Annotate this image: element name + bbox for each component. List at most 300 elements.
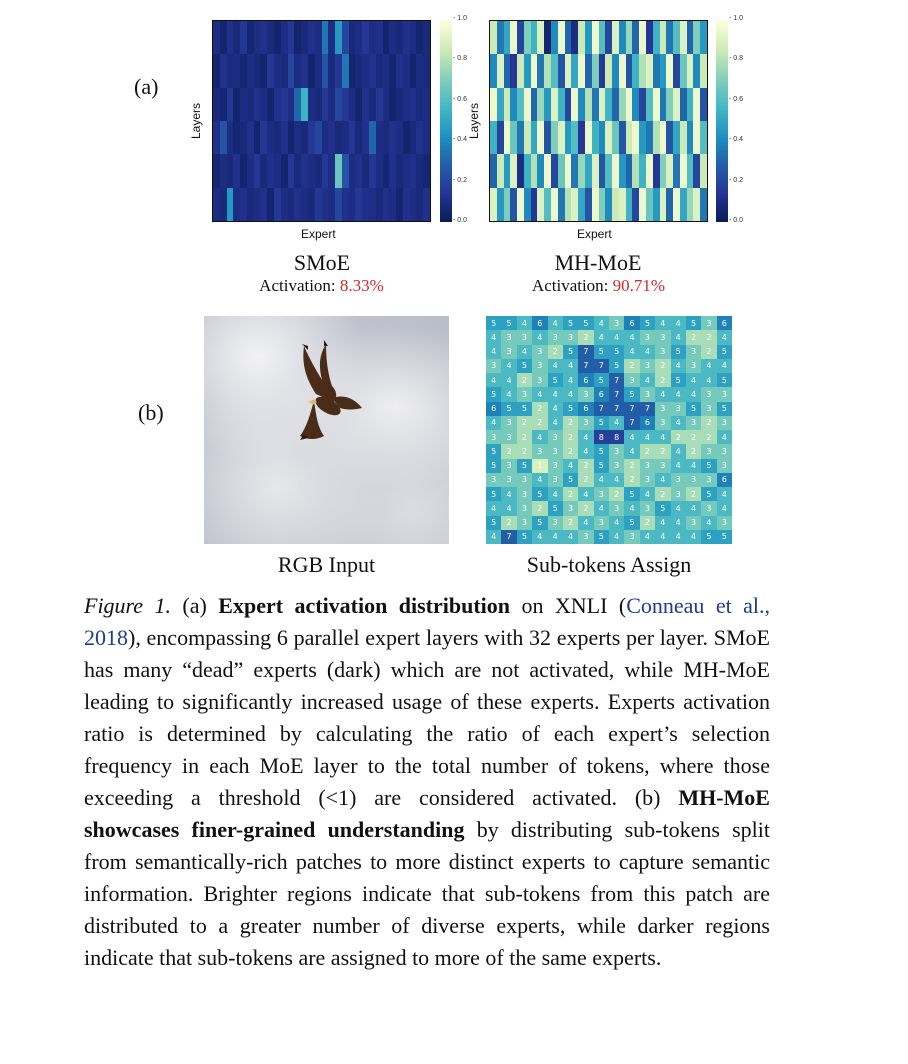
heatmap-cell bbox=[335, 121, 342, 154]
heatmap-cell bbox=[544, 21, 551, 54]
heatmap-cell bbox=[233, 21, 240, 54]
sub-token-cell: 3 bbox=[701, 316, 716, 330]
sub-token-cell: 4 bbox=[486, 330, 501, 344]
heatmap-cell bbox=[497, 154, 504, 187]
heatmap-cell bbox=[497, 121, 504, 154]
sub-token-cell: 2 bbox=[701, 345, 716, 359]
heatmap-cell bbox=[376, 154, 383, 187]
heatmap-cell bbox=[619, 21, 626, 54]
heatmap-cell bbox=[510, 21, 517, 54]
sub-token-cell: 5 bbox=[578, 316, 593, 330]
heatmap-cell bbox=[660, 88, 667, 121]
heatmap-cell bbox=[517, 88, 524, 121]
heatmap-cell bbox=[646, 188, 653, 221]
sub-token-cell: 5 bbox=[717, 530, 732, 544]
heatmap-cell bbox=[680, 121, 687, 154]
sub-token-cell: 7 bbox=[594, 359, 609, 373]
heatmap-cell bbox=[369, 154, 376, 187]
heatmap-cell bbox=[571, 121, 578, 154]
heatmap-cell bbox=[369, 54, 376, 87]
heatmap-cell bbox=[571, 188, 578, 221]
heatmap-cell bbox=[389, 21, 396, 54]
heatmap-cell bbox=[700, 54, 707, 87]
sub-token-cell: 4 bbox=[701, 516, 716, 530]
heatmap-cell bbox=[687, 188, 694, 221]
mhmoe-xlabel: Expert bbox=[577, 227, 612, 241]
heatmap-cell bbox=[537, 54, 544, 87]
heatmap-cell bbox=[578, 54, 585, 87]
sub-token-cell: 3 bbox=[717, 387, 732, 401]
heatmap-cell bbox=[254, 21, 261, 54]
sub-token-cell: 3 bbox=[701, 387, 716, 401]
heatmap-cell bbox=[490, 54, 497, 87]
sub-token-cell: 4 bbox=[671, 444, 686, 458]
heatmap-cell bbox=[355, 121, 362, 154]
sub-token-cell: 3 bbox=[624, 373, 639, 387]
heatmap-cell bbox=[240, 88, 247, 121]
heatmap-cell bbox=[592, 188, 599, 221]
heatmap-cell bbox=[680, 54, 687, 87]
heatmap-cell bbox=[315, 154, 322, 187]
sub-token-cell: 4 bbox=[578, 444, 593, 458]
heatmap-cell bbox=[646, 54, 653, 87]
sub-token-cell: 2 bbox=[686, 330, 701, 344]
sub-token-cell: 5 bbox=[701, 459, 716, 473]
heatmap-cell bbox=[349, 188, 356, 221]
heatmap-cell bbox=[322, 88, 329, 121]
sub-token-cell: 4 bbox=[655, 473, 670, 487]
sub-token-cell: 3 bbox=[517, 487, 532, 501]
heatmap-cell bbox=[389, 88, 396, 121]
sub-token-cell: 2 bbox=[686, 444, 701, 458]
heatmap-cell bbox=[396, 121, 403, 154]
heatmap-cell bbox=[335, 154, 342, 187]
heatmap-cell bbox=[687, 21, 694, 54]
sub-token-cell: 6 bbox=[578, 402, 593, 416]
sub-token-cell: 3 bbox=[701, 473, 716, 487]
sub-token-cell: 4 bbox=[671, 501, 686, 515]
sub-token-cell: 2 bbox=[563, 444, 578, 458]
sub-token-cell: 2 bbox=[517, 416, 532, 430]
heatmap-cell bbox=[544, 88, 551, 121]
citation-link[interactable]: Conneau et al., 2018 bbox=[84, 593, 771, 650]
sub-token-cell: 4 bbox=[671, 387, 686, 401]
heatmap-cell bbox=[565, 188, 572, 221]
sub-token-cell: 3 bbox=[563, 330, 578, 344]
sub-token-cell: 2 bbox=[701, 330, 716, 344]
heatmap-cell bbox=[510, 121, 517, 154]
heatmap-cell bbox=[626, 88, 633, 121]
heatmap-cell bbox=[403, 154, 410, 187]
heatmap-cell bbox=[369, 88, 376, 121]
heatmap-cell bbox=[274, 121, 281, 154]
sub-token-cell: 3 bbox=[686, 473, 701, 487]
colorbar-tick-label: - 0.8 bbox=[453, 55, 468, 63]
heatmap-cell bbox=[524, 121, 531, 154]
heatmap-cell bbox=[403, 54, 410, 87]
heatmap-cell bbox=[673, 88, 680, 121]
sub-token-cell: 3 bbox=[501, 459, 516, 473]
sub-token-cell: 4 bbox=[624, 444, 639, 458]
colorbar-tick-label: - 0.4 bbox=[729, 136, 744, 144]
heatmap-cell bbox=[355, 21, 362, 54]
sub-token-cell: 5 bbox=[640, 316, 655, 330]
sub-token-cell: 3 bbox=[655, 402, 670, 416]
sub-token-cell: 2 bbox=[532, 416, 547, 430]
heatmap-cell bbox=[632, 88, 639, 121]
heatmap-cell bbox=[544, 188, 551, 221]
heatmap-cell bbox=[666, 54, 673, 87]
heatmap-cell bbox=[403, 21, 410, 54]
sub-token-cell: 3 bbox=[578, 387, 593, 401]
sub-token-cell: 5 bbox=[624, 487, 639, 501]
sub-token-cell: 3 bbox=[686, 516, 701, 530]
heatmap-cell bbox=[260, 154, 267, 187]
heatmap-cell bbox=[308, 88, 315, 121]
sub-token-cell: 3 bbox=[655, 416, 670, 430]
heatmap-cell bbox=[558, 188, 565, 221]
heatmap-cell bbox=[653, 21, 660, 54]
sub-token-cell: 2 bbox=[548, 345, 563, 359]
sub-token-cell: 4 bbox=[671, 316, 686, 330]
sub-token-cell: 1 bbox=[532, 459, 547, 473]
heatmap-cell bbox=[369, 21, 376, 54]
sub-token-cell: 4 bbox=[640, 430, 655, 444]
heatmap-cell bbox=[490, 188, 497, 221]
heatmap-cell bbox=[240, 188, 247, 221]
heatmap-cell bbox=[673, 54, 680, 87]
smoe-heatmap bbox=[212, 20, 431, 222]
heatmap-cell bbox=[524, 54, 531, 87]
sub-token-cell: 4 bbox=[594, 501, 609, 515]
heatmap-cell bbox=[247, 88, 254, 121]
heatmap-cell bbox=[260, 54, 267, 87]
heatmap-cell bbox=[383, 121, 390, 154]
heatmap-cell bbox=[308, 188, 315, 221]
sub-token-cell: 3 bbox=[563, 501, 578, 515]
heatmap-cell bbox=[612, 54, 619, 87]
heatmap-cell bbox=[537, 121, 544, 154]
heatmap-cell bbox=[335, 188, 342, 221]
sub-token-cell: 5 bbox=[594, 530, 609, 544]
heatmap-cell bbox=[693, 188, 700, 221]
heatmap-cell bbox=[680, 188, 687, 221]
sub-token-cell: 4 bbox=[486, 530, 501, 544]
heatmap-cell bbox=[490, 121, 497, 154]
mhmoe-colorbar bbox=[716, 20, 728, 222]
sub-token-cell: 3 bbox=[640, 359, 655, 373]
sub-token-cell: 3 bbox=[517, 501, 532, 515]
sub-tokens-assign-caption: Sub-tokens Assign bbox=[526, 552, 692, 577]
sub-token-cell: 7 bbox=[594, 402, 609, 416]
heatmap-cell bbox=[680, 88, 687, 121]
sub-token-cell: 3 bbox=[517, 473, 532, 487]
sub-token-cell: 2 bbox=[563, 487, 578, 501]
heatmap-cell bbox=[551, 154, 558, 187]
heatmap-cell bbox=[632, 188, 639, 221]
heatmap-cell bbox=[599, 188, 606, 221]
sub-token-cell: 2 bbox=[624, 473, 639, 487]
figure-label: Figure 1. bbox=[84, 593, 171, 618]
sub-token-cell: 3 bbox=[624, 530, 639, 544]
heatmap-cell bbox=[362, 188, 369, 221]
colorbar-tick-label: - 0.4 bbox=[453, 136, 468, 144]
sub-token-cell: 7 bbox=[578, 359, 593, 373]
sub-token-cell: 4 bbox=[640, 373, 655, 387]
heatmap-cell bbox=[646, 154, 653, 187]
sub-token-cell: 4 bbox=[548, 316, 563, 330]
sub-token-cell: 6 bbox=[640, 416, 655, 430]
smoe-activation-value: 8.33% bbox=[339, 276, 384, 295]
heatmap-cell bbox=[335, 54, 342, 87]
heatmap-cell bbox=[233, 188, 240, 221]
smoe-ylabel: Layers bbox=[189, 102, 204, 140]
heatmap-cell bbox=[531, 188, 538, 221]
sub-token-cell: 5 bbox=[594, 444, 609, 458]
heatmap-cell bbox=[693, 88, 700, 121]
caption-bold-1: Expert activation distribution bbox=[218, 593, 511, 618]
sub-token-cell: 2 bbox=[517, 430, 532, 444]
heatmap-cell bbox=[281, 21, 288, 54]
colorbar-tick-label: - 0.0 bbox=[453, 217, 468, 224]
heatmap-cell bbox=[510, 54, 517, 87]
heatmap-cell bbox=[328, 121, 335, 154]
heatmap-cell bbox=[565, 21, 572, 54]
sub-token-cell: 4 bbox=[671, 530, 686, 544]
heatmap-cell bbox=[578, 21, 585, 54]
heatmap-cell bbox=[592, 54, 599, 87]
sub-token-cell: 4 bbox=[501, 373, 516, 387]
heatmap-cell bbox=[220, 154, 227, 187]
heatmap-cell bbox=[376, 54, 383, 87]
heatmap-cell bbox=[632, 21, 639, 54]
sub-token-cell: 3 bbox=[609, 501, 624, 515]
heatmap-cell bbox=[626, 121, 633, 154]
sub-token-cell: 5 bbox=[548, 373, 563, 387]
heatmap-cell bbox=[612, 88, 619, 121]
sub-token-cell: 3 bbox=[517, 516, 532, 530]
heatmap-cell bbox=[632, 121, 639, 154]
heatmap-cell bbox=[416, 188, 423, 221]
sub-token-cell: 4 bbox=[578, 430, 593, 444]
sub-token-cell: 3 bbox=[671, 487, 686, 501]
heatmap-cell bbox=[342, 54, 349, 87]
heatmap-cell bbox=[288, 21, 295, 54]
heatmap-cell bbox=[517, 121, 524, 154]
heatmap-cell bbox=[247, 154, 254, 187]
sub-token-cell: 2 bbox=[686, 430, 701, 444]
heatmap-cell bbox=[605, 88, 612, 121]
heatmap-cell bbox=[383, 21, 390, 54]
heatmap-cell bbox=[301, 54, 308, 87]
heatmap-cell bbox=[693, 21, 700, 54]
heatmap-cell bbox=[666, 88, 673, 121]
sub-token-cell: 2 bbox=[640, 516, 655, 530]
heatmap-cell bbox=[213, 88, 220, 121]
heatmap-cell bbox=[653, 54, 660, 87]
heatmap-cell bbox=[653, 121, 660, 154]
heatmap-cell bbox=[490, 88, 497, 121]
heatmap-cell bbox=[571, 154, 578, 187]
heatmap-cell bbox=[288, 88, 295, 121]
sub-token-cell: 4 bbox=[594, 316, 609, 330]
heatmap-cell bbox=[693, 121, 700, 154]
heatmap-cell bbox=[328, 54, 335, 87]
sub-token-cell: 4 bbox=[594, 473, 609, 487]
heatmap-cell bbox=[517, 21, 524, 54]
sub-token-cell: 5 bbox=[594, 416, 609, 430]
heatmap-cell bbox=[281, 54, 288, 87]
colorbar-tick-label: - 0.6 bbox=[453, 95, 468, 103]
sub-token-cell: 4 bbox=[717, 430, 732, 444]
sub-token-cell: 4 bbox=[624, 501, 639, 515]
heatmap-cell bbox=[410, 54, 417, 87]
heatmap-cell bbox=[369, 121, 376, 154]
heatmap-cell bbox=[673, 121, 680, 154]
sub-token-cell: 5 bbox=[594, 345, 609, 359]
heatmap-cell bbox=[531, 54, 538, 87]
heatmap-cell bbox=[578, 88, 585, 121]
sub-token-cell: 3 bbox=[655, 459, 670, 473]
heatmap-cell bbox=[315, 21, 322, 54]
heatmap-cell bbox=[281, 88, 288, 121]
sub-token-cell: 4 bbox=[717, 501, 732, 515]
heatmap-cell bbox=[531, 88, 538, 121]
heatmap-cell bbox=[260, 121, 267, 154]
heatmap-cell bbox=[247, 54, 254, 87]
sub-token-cell: 2 bbox=[532, 402, 547, 416]
heatmap-cell bbox=[531, 21, 538, 54]
heatmap-cell bbox=[416, 21, 423, 54]
sub-token-cell: 4 bbox=[563, 387, 578, 401]
heatmap-cell bbox=[517, 154, 524, 187]
heatmap-cell bbox=[605, 54, 612, 87]
sub-token-cell: 3 bbox=[578, 416, 593, 430]
heatmap-cell bbox=[585, 54, 592, 87]
heatmap-cell bbox=[416, 154, 423, 187]
colorbar-tick-label: - 1.0 bbox=[453, 15, 468, 22]
rgb-input-caption: RGB Input bbox=[277, 552, 376, 577]
heatmap-cell bbox=[362, 21, 369, 54]
colorbar-tick-label: - 0.2 bbox=[729, 176, 744, 184]
sub-token-cell: 3 bbox=[517, 387, 532, 401]
sub-token-cell: 2 bbox=[686, 487, 701, 501]
colorbar-tick-label: - 1.0 bbox=[729, 15, 744, 22]
sub-token-cell: 5 bbox=[486, 444, 501, 458]
sub-token-cell: 4 bbox=[548, 359, 563, 373]
sub-token-cell: 3 bbox=[717, 416, 732, 430]
sub-token-cell: 3 bbox=[686, 416, 701, 430]
heatmap-cell bbox=[571, 54, 578, 87]
sub-token-cell: 5 bbox=[594, 459, 609, 473]
sub-token-cell: 8 bbox=[594, 430, 609, 444]
heatmap-cell bbox=[700, 188, 707, 221]
sub-token-cell: 5 bbox=[609, 345, 624, 359]
heatmap-cell bbox=[571, 21, 578, 54]
heatmap-cell bbox=[524, 154, 531, 187]
heatmap-cell bbox=[524, 188, 531, 221]
heatmap-cell bbox=[544, 54, 551, 87]
sub-token-cell: 6 bbox=[717, 316, 732, 330]
sub-token-cell: 7 bbox=[609, 402, 624, 416]
heatmap-cell bbox=[308, 21, 315, 54]
sub-token-cell: 2 bbox=[624, 359, 639, 373]
sub-token-cell: 4 bbox=[609, 516, 624, 530]
heatmap-cell bbox=[497, 54, 504, 87]
mhmoe-title: MH-MoE bbox=[554, 250, 642, 275]
heatmap-cell bbox=[423, 54, 430, 87]
heatmap-cell bbox=[247, 188, 254, 221]
mhmoe-heatmap bbox=[489, 20, 708, 222]
sub-token-cell: 5 bbox=[701, 487, 716, 501]
heatmap-cell bbox=[510, 154, 517, 187]
sub-token-cell: 7 bbox=[640, 402, 655, 416]
sub-token-cell: 4 bbox=[532, 430, 547, 444]
heatmap-cell bbox=[349, 121, 356, 154]
colorbar-tick-label: - 0.8 bbox=[729, 55, 744, 63]
heatmap-cell bbox=[294, 154, 301, 187]
heatmap-cell bbox=[396, 188, 403, 221]
heatmap-cell bbox=[700, 154, 707, 187]
sub-token-cell: 5 bbox=[594, 373, 609, 387]
sub-token-cell: 5 bbox=[517, 402, 532, 416]
heatmap-cell bbox=[504, 54, 511, 87]
sub-token-cell: 7 bbox=[578, 345, 593, 359]
heatmap-cell bbox=[619, 88, 626, 121]
heatmap-cell bbox=[410, 88, 417, 121]
sub-token-cell: 3 bbox=[548, 444, 563, 458]
sub-token-cell: 4 bbox=[563, 359, 578, 373]
sub-token-cell: 4 bbox=[486, 501, 501, 515]
sub-token-cell: 3 bbox=[501, 345, 516, 359]
sub-token-cell: 4 bbox=[701, 373, 716, 387]
heatmap-cell bbox=[301, 154, 308, 187]
caption-text-2: on XNLI ( bbox=[510, 593, 627, 618]
smoe-colorbar bbox=[440, 20, 452, 222]
sub-token-cell: 5 bbox=[548, 501, 563, 515]
heatmap-cell bbox=[254, 88, 261, 121]
heatmap-cell bbox=[322, 21, 329, 54]
sub-token-cell: 4 bbox=[671, 359, 686, 373]
heatmap-cell bbox=[389, 121, 396, 154]
heatmap-cell bbox=[288, 54, 295, 87]
sub-token-cell: 2 bbox=[517, 444, 532, 458]
sub-token-cell: 3 bbox=[717, 516, 732, 530]
sub-token-cell: 4 bbox=[548, 487, 563, 501]
sub-token-cell: 4 bbox=[686, 501, 701, 515]
heatmap-cell bbox=[592, 121, 599, 154]
heatmap-cell bbox=[639, 154, 646, 187]
heatmap-cell bbox=[389, 154, 396, 187]
sub-token-cell: 3 bbox=[717, 459, 732, 473]
heatmap-cell bbox=[626, 188, 633, 221]
heatmap-cell bbox=[423, 121, 430, 154]
heatmap-cell bbox=[220, 188, 227, 221]
heatmap-cell bbox=[632, 154, 639, 187]
heatmap-cell bbox=[558, 88, 565, 121]
heatmap-cell bbox=[315, 54, 322, 87]
heatmap-cell bbox=[605, 121, 612, 154]
heatmap-cell bbox=[605, 188, 612, 221]
heatmap-cell bbox=[322, 54, 329, 87]
sub-token-cell: 2 bbox=[563, 430, 578, 444]
sub-token-cell: 3 bbox=[717, 444, 732, 458]
sub-token-cell: 7 bbox=[624, 402, 639, 416]
heatmap-cell bbox=[504, 21, 511, 54]
heatmap-cell bbox=[274, 21, 281, 54]
heatmap-cell bbox=[267, 154, 274, 187]
heatmap-cell bbox=[639, 54, 646, 87]
